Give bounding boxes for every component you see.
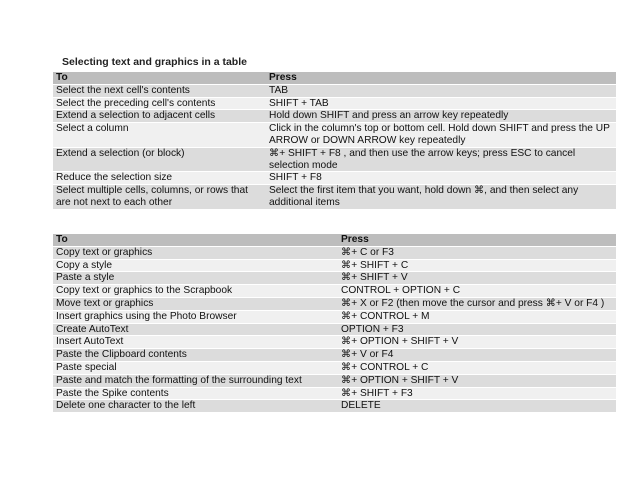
action-cell: Extend a selection to adjacent cells bbox=[53, 110, 266, 123]
table-row bbox=[53, 246, 616, 259]
table-row bbox=[53, 374, 616, 387]
shortcut-cell: Hold down SHIFT and press an arrow key repeatedly bbox=[266, 110, 616, 123]
shortcut-cell: ⌘+ SHIFT + C bbox=[338, 259, 616, 272]
action-cell: Select the next cell's contents bbox=[53, 84, 266, 97]
table-header-row bbox=[53, 72, 616, 84]
action-cell: Extend a selection (or block) bbox=[53, 147, 266, 172]
action-cell: Select the preceding cell's contents bbox=[53, 97, 266, 110]
table-row bbox=[53, 123, 616, 148]
table-row bbox=[53, 336, 616, 349]
section-title: Selecting text and graphics in a table bbox=[62, 56, 247, 68]
action-cell: Select a column bbox=[53, 123, 266, 148]
table-row bbox=[53, 97, 616, 110]
shortcut-cell: DELETE bbox=[338, 400, 616, 413]
shortcut-cell: ⌘+ V or F4 bbox=[338, 349, 616, 362]
shortcut-cell: OPTION + F3 bbox=[338, 323, 616, 336]
action-cell: Paste a style bbox=[53, 272, 338, 285]
shortcut-cell: SHIFT + F8 bbox=[266, 172, 616, 185]
shortcut-cell: ⌘+ OPTION + SHIFT + V bbox=[338, 336, 616, 349]
shortcut-cell: ⌘+ C or F3 bbox=[338, 246, 616, 259]
table-row bbox=[53, 285, 616, 298]
action-cell: Paste special bbox=[53, 361, 338, 374]
shortcut-table-selection bbox=[53, 72, 616, 210]
shortcut-table-editing bbox=[53, 234, 616, 413]
action-cell: Select multiple cells, columns, or rows that are not next to each other bbox=[53, 185, 266, 210]
shortcut-cell: ⌘+ CONTROL + C bbox=[338, 361, 616, 374]
action-cell: Copy text or graphics to the Scrapbook bbox=[53, 285, 338, 298]
action-cell: Move text or graphics bbox=[53, 297, 338, 310]
action-cell: Insert graphics using the Photo Browser bbox=[53, 310, 338, 323]
shortcut-cell: ⌘+ SHIFT + F8 , and then use the arrow keys; press ESC to cancel selection mode bbox=[266, 147, 616, 172]
table-row bbox=[53, 349, 616, 362]
shortcut-cell: ⌘+ X or F2 (then move the cursor and press ⌘+ V or F4 ) bbox=[338, 297, 616, 310]
table-row bbox=[53, 172, 616, 185]
action-cell: Copy text or graphics bbox=[53, 246, 338, 259]
table-row bbox=[53, 110, 616, 123]
shortcut-cell: Click in the column's top or bottom cell. Hold down SHIFT and press the UP ARROW or DOWN ARROW key repeatedly bbox=[266, 123, 616, 148]
action-cell: Insert AutoText bbox=[53, 336, 338, 349]
column-header-press: Press bbox=[338, 234, 616, 246]
action-cell: Copy a style bbox=[53, 259, 338, 272]
table-row bbox=[53, 323, 616, 336]
action-cell: Reduce the selection size bbox=[53, 172, 266, 185]
table-row bbox=[53, 272, 616, 285]
column-header-press: Press bbox=[266, 72, 616, 84]
action-cell: Paste the Spike contents bbox=[53, 387, 338, 400]
shortcut-cell: SHIFT + TAB bbox=[266, 97, 616, 110]
table-row bbox=[53, 387, 616, 400]
table-row bbox=[53, 400, 616, 413]
shortcut-cell: CONTROL + OPTION + C bbox=[338, 285, 616, 298]
action-cell: Delete one character to the left bbox=[53, 400, 338, 413]
action-cell: Create AutoText bbox=[53, 323, 338, 336]
table-row bbox=[53, 310, 616, 323]
column-header-to: To bbox=[53, 72, 266, 84]
shortcut-cell: ⌘+ OPTION + SHIFT + V bbox=[338, 374, 616, 387]
table-header-row bbox=[53, 234, 616, 246]
table-row bbox=[53, 297, 616, 310]
table-row bbox=[53, 147, 616, 172]
table-row bbox=[53, 84, 616, 97]
table-row bbox=[53, 185, 616, 210]
shortcut-cell: ⌘+ SHIFT + F3 bbox=[338, 387, 616, 400]
shortcut-cell: TAB bbox=[266, 84, 616, 97]
column-header-to: To bbox=[53, 234, 338, 246]
shortcut-cell: ⌘+ SHIFT + V bbox=[338, 272, 616, 285]
action-cell: Paste and match the formatting of the surrounding text bbox=[53, 374, 338, 387]
shortcut-cell: ⌘+ CONTROL + M bbox=[338, 310, 616, 323]
table-row bbox=[53, 259, 616, 272]
action-cell: Paste the Clipboard contents bbox=[53, 349, 338, 362]
table-row bbox=[53, 361, 616, 374]
shortcut-cell: Select the first item that you want, hold down ⌘, and then select any additional items bbox=[266, 185, 616, 210]
